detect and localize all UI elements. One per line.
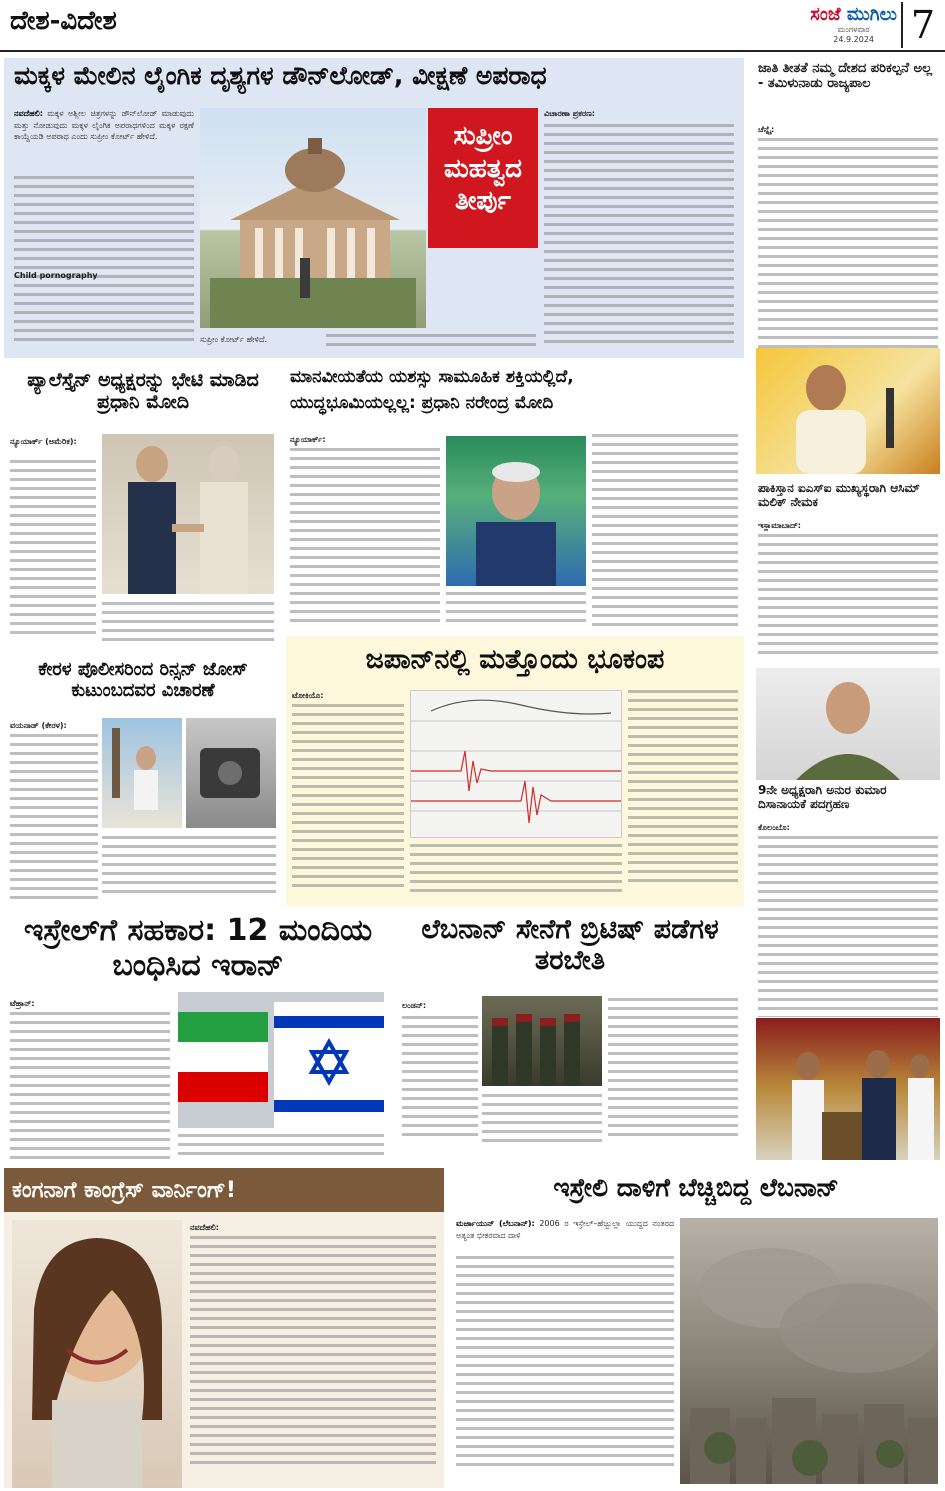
- body-lines: [292, 704, 404, 893]
- page-number: 7: [901, 2, 935, 48]
- sri-lanka-swearing-photo: [756, 1018, 940, 1160]
- dateline: ಟೆಹ್ರಾನ್:: [10, 999, 35, 1008]
- governor-photo: [756, 348, 940, 474]
- modi-abbas-photo: [102, 434, 274, 594]
- brand-name-part1: ಸಂಜೆ: [810, 4, 841, 25]
- body-lines: [178, 1134, 384, 1161]
- story-headline: ಪ್ಯಾಲೆಸ್ತೈನ್ ಅಧ್ಯಕ್ಷರನ್ನು ಭೇಟಿ ಮಾಡಿದ ಪ್ರಧಾನಿ ಮೋದಿ: [27, 369, 259, 413]
- lebanon-smoke-photo: [680, 1218, 938, 1484]
- person-silhouette-icon: [756, 668, 940, 780]
- story-lead: [456, 1218, 674, 1241]
- lead-text: ಮಕ್ಕಳ ಅಶ್ಲೀಲ ಚಿತ್ರಗಳನ್ನು ಡೌನ್‌ಲೋಡ್ ಮಾಡುವುದು ಮತ್ತು ನೋಡುವುದು ಮಕ್ಕಳ ಲೈಂಗಿಕ ಅಪರಾಧಗಳಿಂದ ಮಕ್ಕಳ ರಕ್ಷಣೆ ಕಾಯ್ದೆಯಡಿ ಅಪರಾಧ ಎಂದು ಸುಪ್ರೀಂ ಕೋರ್ಟ್ ಹೇಳಿದೆ.: [14, 109, 194, 142]
- rinson-jose-photo: [102, 718, 182, 828]
- callout-line-2: ಮಹತ್ವದ: [444, 153, 522, 184]
- body-lines: [456, 1256, 674, 1472]
- dateline: ಚೆನ್ನೈ:: [758, 125, 775, 134]
- dateline: ನವದೆಹಲಿ:: [14, 109, 43, 118]
- dateline: ಕೊಲಂಬೊ:: [758, 823, 790, 832]
- story-headline: ಪಾಕಿಸ್ತಾನ ಐಎಸ್‌ಐ ಮುಖ್ಯಸ್ಥರಾಗಿ ಆಸಿಮ್ ಮಲಿಕ್ ನೇಮಕ: [758, 481, 920, 509]
- body-lines: [410, 844, 622, 898]
- supreme-court-building-icon: [200, 108, 426, 328]
- story-tn-governor: [752, 58, 942, 358]
- story-supreme-court: [4, 58, 744, 358]
- story-headline-line-2: ಯುದ್ಧಭೂಮಿಯಲ್ಲಲ್ಲ: ಪ್ರಧಾನಿ ನರೇಂದ್ರ ಮೋದಿ: [290, 393, 554, 413]
- story-japan-earthquake: [286, 636, 744, 906]
- seismograph-wave-icon: [411, 691, 622, 838]
- body-lines: [14, 176, 194, 347]
- ceremony-scene-icon: [756, 1018, 940, 1160]
- section-title: ದೇಶ-ವಿದೇಶ: [10, 6, 117, 36]
- brand-name-part2: ಮುಗಿಲು: [846, 4, 897, 25]
- issue-day: ಮಂಗಳವಾರ: [837, 25, 870, 34]
- soldiers-icon: [482, 996, 602, 1086]
- kangana-photo: [12, 1220, 182, 1488]
- verdict-callout: [428, 108, 538, 248]
- body-lines: [482, 1094, 602, 1148]
- issue-date: 24.9.2024: [833, 35, 874, 44]
- story-headline: ಕೇರಳ ಪೊಲೀಸರಿಂದ ರಿನ್ಸನ್ ಜೋಸ್ ಕುಟುಂಬದವರ ವಿಚಾರಣೆ: [38, 659, 248, 701]
- story-headline: ಜಪಾನ್‌ನಲ್ಲಿ ಮತ್ತೊಂದು ಭೂಕಂಪ: [365, 644, 665, 675]
- dateline: ಮರ್ಜಾಯುನ್ (ಲೆಬನಾನ್):: [456, 1219, 535, 1228]
- isi-chief-photo: [756, 668, 940, 780]
- person-silhouette-icon: [756, 348, 940, 474]
- dateline: ಇಸ್ಲಾಮಾಬಾದ್:: [758, 521, 801, 530]
- story-headline: ಕಂಗನಾಗೆ ಕಾಂಗ್ರೆಸ್ ವಾರ್ನಿಂಗ್!: [12, 1178, 236, 1203]
- handshake-scene-icon: [102, 434, 274, 594]
- body-lines: [190, 1236, 436, 1470]
- story-iran-arrests: [4, 912, 392, 1164]
- body-lines: [758, 534, 938, 660]
- story-headline: ಇಸ್ರೇಲ್‌ಗೆ ಸಹಕಾರ: 12 ಮಂದಿಯ ಬಂಧಿಸಿದ ಇರಾನ್: [23, 913, 373, 983]
- body-lines: [10, 734, 98, 905]
- story-lebanon-strike: [448, 1168, 942, 1488]
- smoke-cityscape-icon: [680, 1218, 938, 1484]
- story-pakistan-isi: [752, 480, 942, 665]
- body-lines: [628, 690, 738, 888]
- body-lines: [102, 836, 276, 899]
- story-sri-lanka: [752, 782, 942, 1017]
- soldiers-photo: [482, 996, 602, 1086]
- story-headline: ಮಕ್ಕಳ ಮೇಲಿನ ಲೈಂಗಿಕ ದೃಶ್ಯಗಳ ಡೌನ್‌ಲೋಡ್, ವೀಕ್ಷಣೆ ಅಪರಾಧ: [14, 61, 547, 90]
- body-lines: [758, 138, 938, 358]
- person-silhouette-icon: [102, 718, 182, 828]
- body-lines: [544, 124, 734, 349]
- story-lead: [14, 108, 194, 143]
- flags-icon: [178, 992, 384, 1128]
- story-kangana: [4, 1168, 444, 1488]
- dateline: ನ್ಯೂಯಾರ್ಕ್:: [290, 435, 326, 444]
- body-lines: [758, 836, 938, 1017]
- dateline: ವಯನಾಡ್ (ಕೇರಳ):: [10, 721, 67, 730]
- callout-line-1: ಸುಪ್ರೀಂ: [453, 121, 513, 151]
- story-headline: 9ನೇ ಅಧ್ಯಕ್ಷರಾಗಿ ಅನುರ ಕುಮಾರ ದಿಸಾನಾಯಕೆ ಪದಗ್ರಹಣ: [758, 783, 887, 811]
- modi-speech-photo: [446, 436, 586, 586]
- col3-dateline: ವಿಚಾರಣಾ ಪ್ರಕರಣ:: [544, 109, 595, 118]
- body-lines: [102, 602, 274, 647]
- supreme-court-photo: [200, 108, 426, 328]
- body-lines: [10, 1012, 170, 1164]
- body-lines: [446, 592, 586, 628]
- body-lines: [290, 448, 440, 628]
- dateline: ಲಂಡನ್:: [402, 1001, 427, 1010]
- body-lines: [608, 998, 738, 1142]
- story-kerala: [4, 656, 282, 906]
- story-lebanon-training: [396, 912, 744, 1164]
- seismograph-photo: [410, 690, 622, 838]
- body-lines: [10, 460, 96, 640]
- dateline: ಟೋಕಿಯೊ:: [292, 691, 324, 700]
- callout-line-3: ತೀರ್ಪು: [455, 186, 511, 216]
- iran-israel-flags-photo: [178, 992, 384, 1128]
- person-portrait-icon: [12, 1220, 182, 1488]
- photo-follow-text: ಸುಪ್ರೀಂ ಕೋರ್ಟ್ ಹೇಳಿದೆ.: [200, 335, 268, 344]
- story-headline: ಲೆಬನಾನ್ ಸೇನೆಗೆ ಬ್ರಿಟಿಷ್ ಪಡೆಗಳ ತರಬೇತಿ: [421, 914, 719, 977]
- story-palestine: [4, 362, 282, 652]
- story-headline: ಇಸ್ರೇಲಿ ದಾಳಿಗೆ ಬೆಚ್ಚಿಬಿದ್ದ ಲೆಬನಾನ್: [553, 1173, 839, 1202]
- story-headline: ಜಾತಿ ತೀತತೆ ನಮ್ಮ ದೇಶದ ಪರಿಕಲ್ಪನೆ ಅಲ್ಲ - ತಮಿಳುನಾಡು ರಾಜ್ಯಪಾಲ: [758, 61, 933, 91]
- masthead: [0, 0, 945, 52]
- dateline: ನವದೆಹಲಿ:: [190, 1223, 219, 1232]
- story-headline-line-1: ಮಾನವೀಯತೆಯ ಯಶಸ್ಸು ಸಾಮೂಹಿಕ ಶಕ್ತಿಯಲ್ಲಿದೆ,: [290, 367, 574, 387]
- story-modi-un: [286, 362, 744, 632]
- lead-text: 2006 ರ ಇಸ್ರೇಲ್–ಹೆಜ್ಬುಲ್ಲಾ ಯುದ್ಧದ ನಂತರದ ಅತ್ಯಂತ ಭೀಕರವಾದ ದಾಳಿ: [456, 1219, 674, 1240]
- brand-logo: [810, 4, 897, 44]
- body-lines: [402, 1016, 478, 1142]
- speaker-at-podium-icon: [446, 436, 586, 586]
- electronics-icon: [186, 718, 276, 828]
- body-lines: [326, 334, 536, 352]
- dateline: ನ್ಯೂಯಾರ್ಕ್ (ಅಮೆರಿಕ):: [10, 437, 77, 446]
- body-lines: [592, 434, 738, 632]
- term-highlight: Child pornography: [14, 271, 98, 280]
- device-photo: [186, 718, 276, 828]
